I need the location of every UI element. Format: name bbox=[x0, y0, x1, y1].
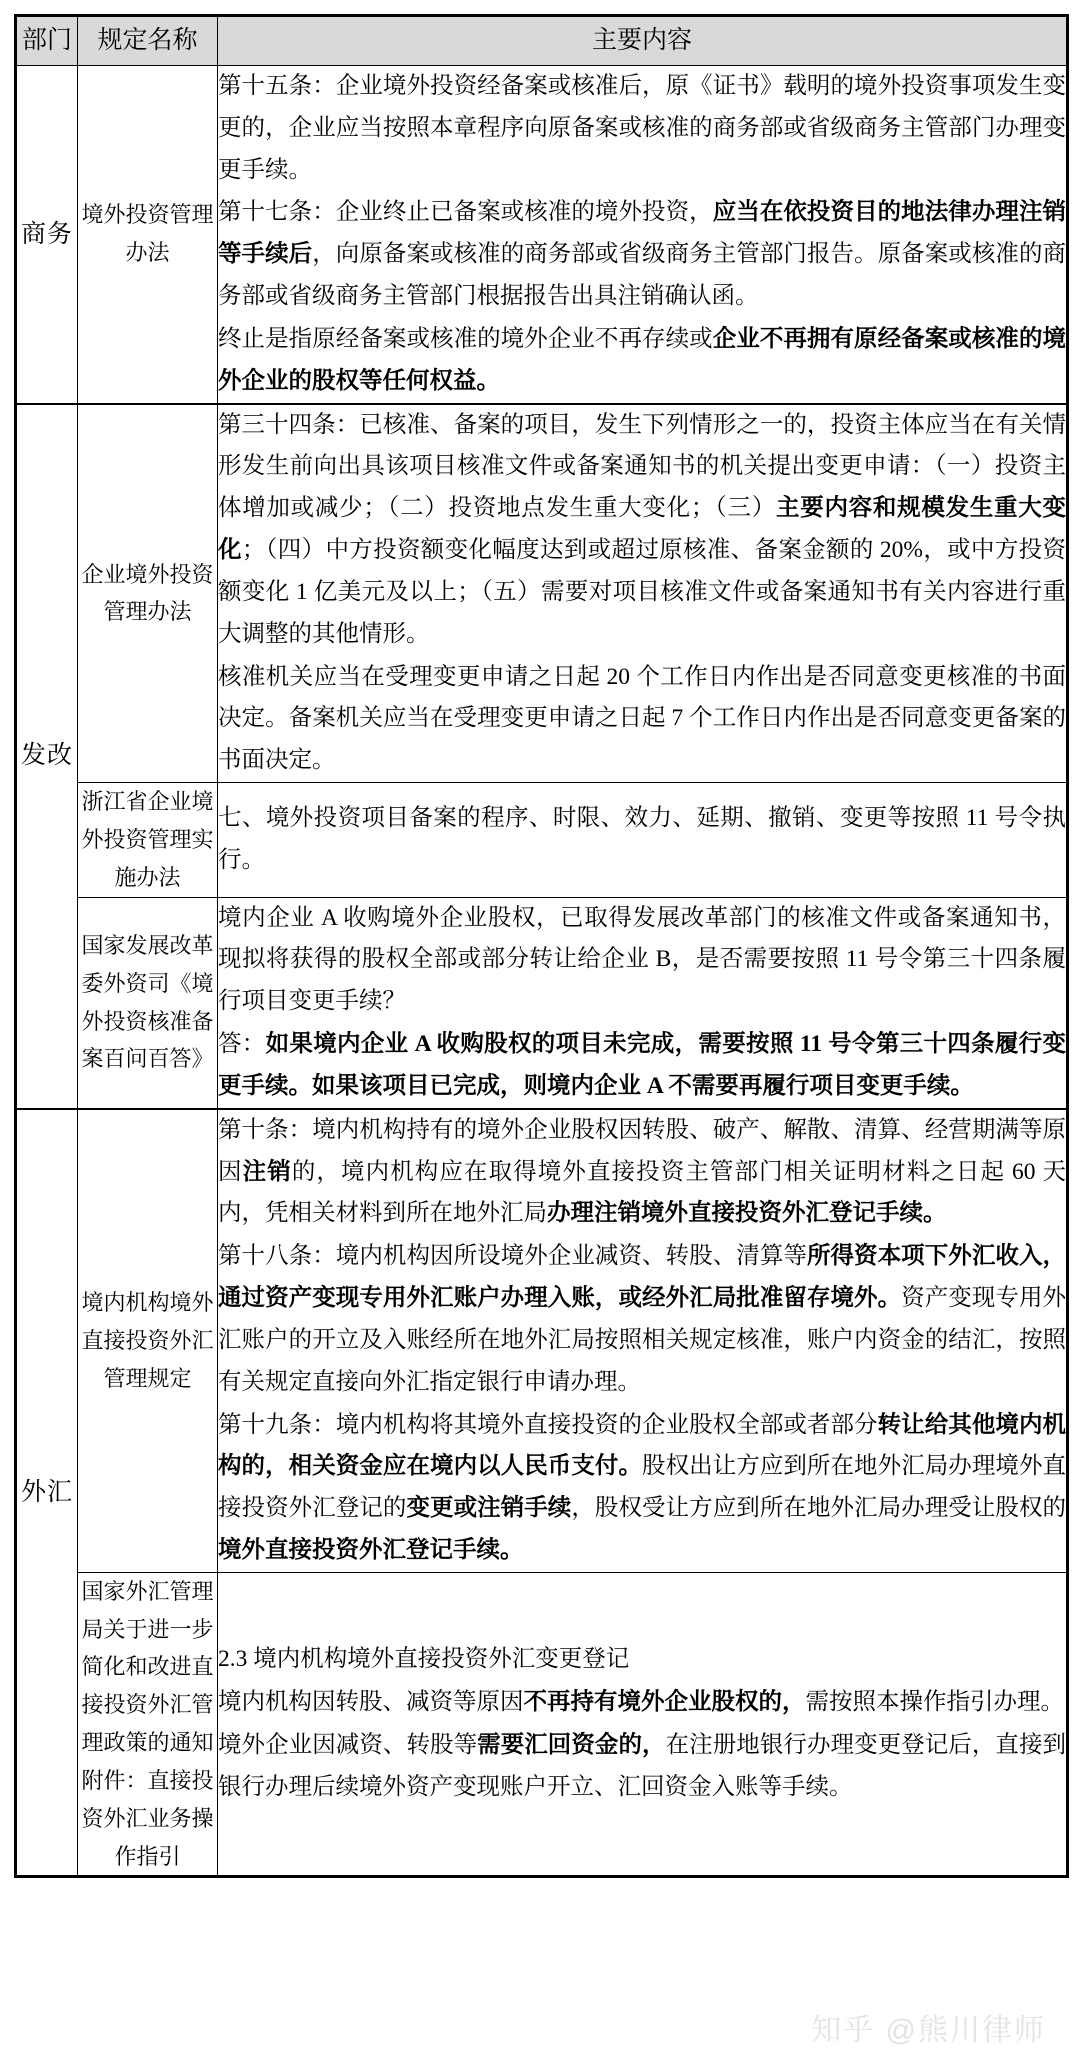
body-text: 资产变现专用外汇账户的开立及入账经所在地外汇局按照相关规定核准，账户内资金的结汇，按照有关规定直接向外汇指定银行申请办理。 bbox=[218, 1285, 1066, 1395]
emphasis-text: 变更或注销手续 bbox=[406, 1495, 572, 1522]
body-text: 第十五条：企业境外投资经备案或核准后，原《证书》载明的境外投资事项发生变更的，企业应当按照本章程序向原备案或核准的商务部或省级商务主管部门办理变更手续。 bbox=[218, 73, 1066, 183]
content-paragraph bbox=[218, 1639, 1066, 1681]
body-text: ，向原备案或核准的商务部或省级商务主管部门报告。原备案或核准的商务部或省级商务主管部门根据报告出具注销确认函。 bbox=[218, 241, 1067, 310]
department-cell: 发改 bbox=[16, 404, 78, 1109]
regulation-content-cell bbox=[218, 1572, 1068, 1877]
body-text: ；（四）中方投资额变化幅度达到或超过原核准、备案金额的 20%，或中方投资额变化 1 亿美元及以上；（五）需要对项目核准文件或备案通知书有关内容进行重大调整的其他情形。 bbox=[218, 537, 1067, 647]
department-cell: 商务 bbox=[16, 66, 78, 404]
regulation-name-cell: 浙江省企业境外投资管理实施办法 bbox=[78, 783, 218, 897]
content-paragraph bbox=[218, 319, 1066, 403]
table-row bbox=[16, 66, 1068, 404]
regulation-name-cell: 境内机构境外直接投资外汇管理规定 bbox=[78, 1109, 218, 1573]
regulation-content-cell bbox=[218, 783, 1068, 897]
body-text: 第十九条：境内机构将其境外直接投资的企业股权全部或者部分 bbox=[218, 1411, 878, 1438]
content-paragraph bbox=[218, 1110, 1066, 1235]
body-text: 第三十四条：已核准、备案的项目，发生下列情形之一的，投资主体应当在有关情形发生前向出具该项目核准文件或备案通知书的机关提出变更申请：（一）投资主体增加或减少；（二）投资地点发生重大变化；（三） bbox=[218, 411, 1066, 522]
emphasis-text: 不再持有境外企业股权的， bbox=[523, 1689, 806, 1716]
regulation-name-cell: 国家发展改革委外资司《境外投资核准备案百问百答》 bbox=[78, 897, 218, 1109]
content-paragraph bbox=[218, 1725, 1066, 1809]
content-paragraph bbox=[218, 898, 1066, 1023]
table-header bbox=[16, 16, 1068, 66]
regulation-name-cell: 企业境外投资管理办法 bbox=[78, 404, 218, 783]
emphasis-text: 应当在依投资目的地法律办理注销等手续后 bbox=[218, 199, 1067, 268]
table-row bbox=[16, 783, 1068, 897]
column-header-regulation-name: 规定名称 bbox=[78, 16, 218, 66]
emphasis-text: 主要内容和规模发生重大变化 bbox=[218, 495, 1067, 564]
emphasis-text: 企业不再拥有原经备案或核准的境外企业的股权等任何权益。 bbox=[218, 325, 1067, 394]
emphasis-text: 转让给其他境内机构的，相关资金应在境内以人民币支付。 bbox=[218, 1411, 1067, 1480]
content-paragraph bbox=[218, 1405, 1066, 1572]
regulation-content-cell bbox=[218, 897, 1068, 1109]
body-text: 的，境内机构应在取得境外直接投资主管部门相关证明材料之日起 60 天内，凭相关材料到所在地外汇局 bbox=[218, 1158, 1067, 1227]
column-header-department: 部门 bbox=[16, 16, 78, 66]
body-text: 境内企业 A 收购境外企业股权，已取得发展改革部门的核准文件或备案通知书，现拟将获得的股权全部或部分转让给企业 B，是否需要按照 11 号令第三十四条履行项目变更手续？ bbox=[218, 904, 1066, 1015]
regulation-name-cell: 境外投资管理办法 bbox=[78, 66, 218, 404]
emphasis-text: 如果境内企业 A 收购股权的项目未完成，需要按照 11 号令第三十四条履行变更手续。如果该项目已完成，则境内企业 A 不需要再履行项目变更手续。 bbox=[218, 1031, 1066, 1099]
content-paragraph bbox=[218, 1024, 1066, 1108]
department-cell: 外汇 bbox=[16, 1109, 78, 1877]
body-text: 终止是指原经备案或核准的境外企业不再存续或 bbox=[218, 325, 713, 352]
regulation-content-cell bbox=[218, 404, 1068, 783]
table-row bbox=[16, 1572, 1068, 1877]
table-row bbox=[16, 1109, 1068, 1573]
body-text: ，股权受让方应到所在地外汇局办理受让股权的 bbox=[571, 1495, 1067, 1522]
content-paragraph bbox=[218, 405, 1066, 656]
regulation-name-cell: 国家外汇管理局关于进一步简化和改进直接投资外汇管理政策的通知附件：直接投资外汇业务操作指引 bbox=[78, 1572, 218, 1877]
body-text: 七、境外投资项目备案的程序、时限、效力、延期、撤销、变更等按照 11 号令执行。 bbox=[218, 804, 1066, 873]
table-body bbox=[16, 66, 1068, 1877]
body-text: 答： bbox=[218, 1031, 266, 1058]
body-text: 2.3 境内机构境外直接投资外汇变更登记 bbox=[218, 1646, 630, 1673]
emphasis-text: 办理注销境外直接投资外汇登记手续。 bbox=[547, 1200, 947, 1227]
body-text: 第十七条：企业终止已备案或核准的境外投资， bbox=[218, 199, 713, 226]
body-text: 核准机关应当在受理变更申请之日起 20 个工作日内作出是否同意变更核准的书面决定。备案机关应当在受理变更申请之日起 7 个工作日内作出是否同意变更备案的书面决定。 bbox=[218, 663, 1066, 774]
regulations-table bbox=[14, 14, 1069, 1878]
emphasis-text: 注销 bbox=[242, 1158, 292, 1185]
body-text: 需按照本操作指引办理。 bbox=[805, 1689, 1064, 1716]
body-text: 境内机构因转股、减资等原因 bbox=[218, 1689, 524, 1716]
content-paragraph bbox=[218, 798, 1066, 882]
content-paragraph bbox=[218, 66, 1066, 191]
body-text: 境外企业因减资、转股等 bbox=[218, 1732, 478, 1759]
emphasis-text: 境外直接投资外汇登记手续。 bbox=[218, 1536, 524, 1563]
regulation-content-cell bbox=[218, 1109, 1068, 1573]
content-paragraph bbox=[218, 1236, 1066, 1403]
content-paragraph bbox=[218, 1682, 1066, 1724]
emphasis-text: 所得资本项下外汇收入，通过资产变现专用外汇账户办理入账，或经外汇局批准留存境外。 bbox=[218, 1243, 1067, 1312]
body-text: 股权出让方应到所在地外汇局办理境外直接投资外汇登记的 bbox=[218, 1453, 1067, 1522]
emphasis-text: 需要汇回资金的， bbox=[477, 1732, 666, 1759]
body-text: 第十条：境内机构持有的境外企业股权因转股、破产、解散、清算、经营期满等原因 bbox=[218, 1116, 1066, 1185]
regulation-content-cell bbox=[218, 66, 1068, 404]
table-row bbox=[16, 897, 1068, 1109]
body-text: 第十八条：境内机构因所设境外企业减资、转股、清算等 bbox=[218, 1243, 807, 1270]
table-row bbox=[16, 404, 1068, 783]
content-paragraph bbox=[218, 192, 1066, 317]
header-row bbox=[16, 16, 1068, 66]
content-paragraph bbox=[218, 657, 1066, 782]
body-text: 在注册地银行办理变更登记后，直接到银行办理后续境外资产变现账户开立、汇回资金入账等手续。 bbox=[218, 1732, 1067, 1800]
watermark: 知乎 @熊川律师 bbox=[811, 2014, 1046, 2047]
column-header-main-content: 主要内容 bbox=[218, 16, 1068, 66]
